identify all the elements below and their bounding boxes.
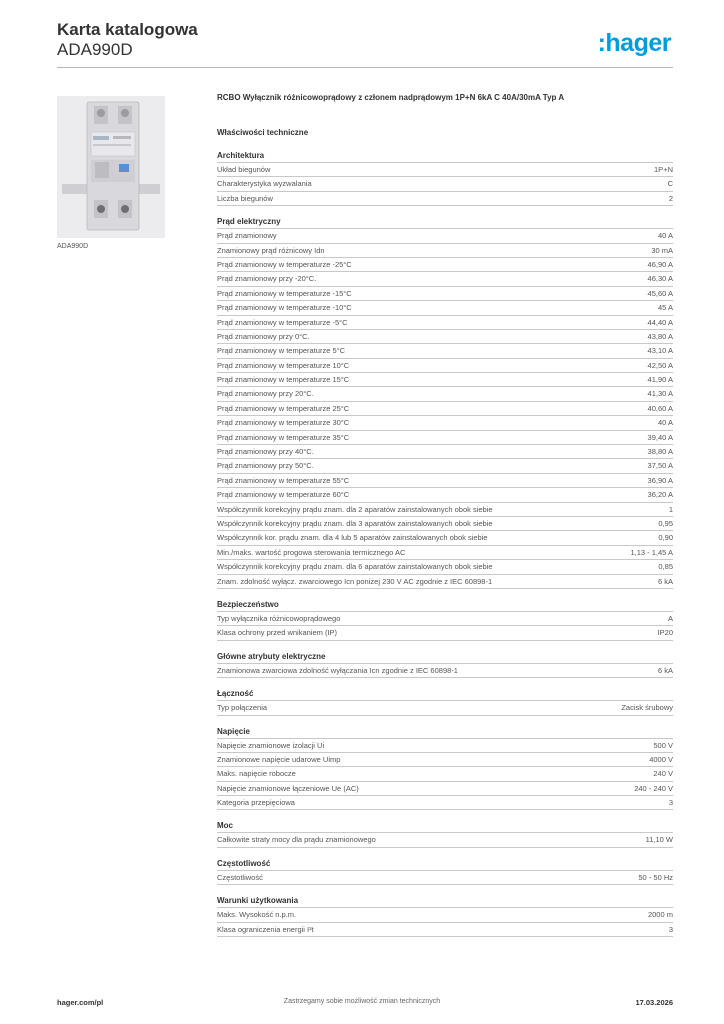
spec-value: 2 <box>668 193 673 203</box>
spec-row <box>217 531 673 545</box>
spec-row <box>217 229 673 243</box>
spec-value: 41,90 A <box>647 375 673 385</box>
spec-row <box>217 782 673 796</box>
spec-row <box>217 445 673 459</box>
spec-row <box>217 701 673 715</box>
spec-label: Prąd znamionowy <box>217 231 277 241</box>
section-title: Napięcie <box>217 726 673 739</box>
spec-row <box>217 373 673 387</box>
spec-row <box>217 503 673 517</box>
spec-label: Klasa ochrony przed wnikaniem (IP) <box>217 628 338 638</box>
spec-label: Kategoria przepięciowa <box>217 798 295 808</box>
spec-label: Znamionowe napięcie udarowe Uimp <box>217 754 341 764</box>
spec-row <box>217 272 673 286</box>
spec-section <box>217 688 673 715</box>
technical-properties-title: Właściwości techniczne <box>217 128 309 137</box>
spec-label: Maks. Wysokość n.p.m. <box>217 910 297 920</box>
spec-row <box>217 359 673 373</box>
page-header <box>57 20 673 60</box>
spec-row <box>217 796 673 810</box>
spec-label: Prąd znamionowy w temperaturze -15°C <box>217 288 352 298</box>
spec-row <box>217 753 673 767</box>
spec-section <box>217 651 673 678</box>
footer-disclaimer: Zastrzegamy sobie możliwość zmian technicznych <box>283 998 441 1005</box>
spec-label: Prąd znamionowy w temperaturze 10°C <box>217 360 350 370</box>
spec-label: Prąd znamionowy przy 50°C. <box>217 461 314 471</box>
spec-row <box>217 316 673 330</box>
spec-row <box>217 626 673 640</box>
spec-value: 3 <box>668 924 673 934</box>
spec-label: Prąd znamionowy w temperaturze 60°C <box>217 490 350 500</box>
spec-value: 30 mA <box>651 245 673 255</box>
spec-section <box>217 726 673 811</box>
spec-label: Prąd znamionowy przy 40°C. <box>217 447 314 457</box>
spec-row <box>217 833 673 847</box>
image-caption: ADA990D <box>57 243 89 250</box>
product-image <box>57 96 165 238</box>
spec-label: Prąd znamionowy w temperaturze -10°C <box>217 303 352 313</box>
spec-row <box>217 871 673 885</box>
spec-value: 36,90 A <box>647 475 673 485</box>
spec-label: Prąd znamionowy przy 20°C. <box>217 389 314 399</box>
header-divider <box>57 67 673 68</box>
spec-row <box>217 431 673 445</box>
spec-value: 43,80 A <box>647 331 673 341</box>
spec-value: 4000 V <box>649 754 673 764</box>
spec-value: 2000 m <box>647 910 673 920</box>
spec-value: A <box>667 613 673 623</box>
spec-label: Współczynnik korekcyjny prądu znam. dla 2 aparatów zainstalowanych obok siebie <box>217 504 493 514</box>
spec-value: 11,10 W <box>645 835 673 845</box>
section-title: Moc <box>217 820 673 833</box>
rcbo-device-illustration <box>57 96 165 238</box>
spec-value: 37,50 A <box>647 461 673 471</box>
spec-value: 38,80 A <box>647 447 673 457</box>
section-title: Główne atrybuty elektryczne <box>217 651 673 664</box>
spec-row <box>217 517 673 531</box>
spec-value: 46,30 A <box>647 274 673 284</box>
spec-label: Napięcie znamionowe izolacji Ui <box>217 740 325 750</box>
spec-label: Współczynnik korekcyjny prądu znam. dla 3 aparatów zainstalowanych obok siebie <box>217 518 493 528</box>
section-title: Bezpieczeństwo <box>217 599 673 612</box>
spec-row <box>217 767 673 781</box>
spec-row <box>217 923 673 937</box>
spec-label: Znam. zdolność wyłącz. zwarciowego Icn poniżej 230 V AC zgodnie z IEC 60898-1 <box>217 576 493 586</box>
spec-label: Znamionowy prąd różnicowy Idn <box>217 245 325 255</box>
spec-label: Prąd znamionowy w temperaturze -5°C <box>217 317 348 327</box>
spec-row <box>217 244 673 258</box>
spec-value: 42,50 A <box>647 360 673 370</box>
section-title: Warunki użytkowania <box>217 895 673 908</box>
footer-date: 17.03.2026 <box>635 998 673 1007</box>
spec-label: Prąd znamionowy w temperaturze 25°C <box>217 403 350 413</box>
logo-text: hager <box>605 29 671 57</box>
spec-row <box>217 163 673 177</box>
section-title: Łączność <box>217 688 673 701</box>
spec-row <box>217 739 673 753</box>
spec-row <box>217 908 673 922</box>
spec-value: Zacisk śrubowy <box>621 703 673 713</box>
spec-row <box>217 488 673 502</box>
spec-label: Min./maks. wartość progowa sterowania termicznego AC <box>217 547 406 557</box>
spec-label: Liczba biegunów <box>217 193 273 203</box>
spec-value: 41,30 A <box>647 389 673 399</box>
spec-label: Prąd znamionowy w temperaturze 15°C <box>217 375 350 385</box>
spec-value: 0,85 <box>658 562 673 572</box>
spec-row <box>217 416 673 430</box>
spec-label: Prąd znamionowy w temperaturze -25°C <box>217 259 352 269</box>
document-title: Karta katalogowa <box>57 20 198 39</box>
spec-value: 500 V <box>653 740 673 750</box>
spec-row <box>217 301 673 315</box>
spec-value: 3 <box>668 798 673 808</box>
spec-value: 6 kA <box>657 576 673 586</box>
spec-label: Układ biegunów <box>217 165 271 174</box>
spec-row <box>217 575 673 589</box>
spec-row <box>217 459 673 473</box>
spec-value: 1P+N <box>654 165 673 174</box>
spec-section <box>217 599 673 641</box>
spec-label: Prąd znamionowy w temperaturze 55°C <box>217 475 350 485</box>
spec-value: 44,40 A <box>647 317 673 327</box>
spec-row <box>217 474 673 488</box>
spec-row <box>217 560 673 574</box>
spec-row <box>217 546 673 560</box>
product-description: RCBO Wyłącznik różnicowoprądowy z członem nadprądowym 1P+N 6kA C 40A/30mA Typ A <box>217 93 565 102</box>
spec-value: 40,60 A <box>647 403 673 413</box>
spec-value: 0,90 <box>658 533 673 543</box>
spec-label: Prąd znamionowy w temperaturze 35°C <box>217 432 350 442</box>
spec-row <box>217 192 673 206</box>
spec-row <box>217 402 673 416</box>
spec-label: Prąd znamionowy przy -20°C. <box>217 274 317 284</box>
spec-value: IP20 <box>657 628 673 638</box>
spec-label: Prąd znamionowy przy 0°C. <box>217 331 310 341</box>
spec-value: 240 - 240 V <box>634 783 673 793</box>
spec-section <box>217 820 673 847</box>
spec-label: Współczynnik kor. prądu znam. dla 4 lub 5 aparatów zainstalowanych obok siebie <box>217 533 488 543</box>
spec-label: Współczynnik korekcyjny prądu znam. dla 6 aparatów zainstalowanych obok siebie <box>217 562 493 572</box>
spec-section <box>217 216 673 589</box>
spec-section <box>217 858 673 885</box>
spec-label: Klasa ograniczenia energii I²t <box>217 924 314 934</box>
spec-row <box>217 612 673 626</box>
product-specs <box>217 93 673 937</box>
spec-label: Napięcie znamionowe łączeniowe Ue (AC) <box>217 783 359 793</box>
product-code: ADA990D <box>57 40 133 59</box>
spec-value: 40 A <box>657 418 673 428</box>
spec-value: 240 V <box>653 769 673 779</box>
spec-value: 45,60 A <box>647 288 673 298</box>
section-title: Częstotliwość <box>217 858 673 871</box>
section-title: Architektura <box>217 150 673 163</box>
spec-value: 1,13 - 1,45 A <box>630 547 673 557</box>
spec-value: 6 kA <box>657 665 673 675</box>
section-title: Prąd elektryczny <box>217 216 673 229</box>
spec-value: C <box>667 179 673 189</box>
spec-sections <box>217 150 673 937</box>
spec-value: 40 A <box>657 231 673 241</box>
spec-row <box>217 330 673 344</box>
spec-label: Częstotliwość <box>217 872 263 882</box>
spec-value: 43,10 A <box>647 346 673 356</box>
spec-row <box>217 287 673 301</box>
spec-label: Maks. napięcie robocze <box>217 769 296 779</box>
footer-website: hager.com/pl <box>57 998 104 1007</box>
spec-value: 1 <box>668 504 673 514</box>
spec-row <box>217 177 673 191</box>
spec-label: Charakterystyka wyzwalania <box>217 179 312 189</box>
spec-section <box>217 150 673 206</box>
spec-row <box>217 664 673 678</box>
spec-row <box>217 387 673 401</box>
spec-row <box>217 344 673 358</box>
spec-value: 50 - 50 Hz <box>638 872 673 882</box>
spec-label: Znamionowa zwarciowa zdolność wyłączania Icn zgodnie z IEC 60898-1 <box>217 665 458 675</box>
spec-value: 36,20 A <box>647 490 673 500</box>
spec-value: 45 A <box>657 303 673 313</box>
spec-row <box>217 258 673 272</box>
spec-value: 46,90 A <box>647 259 673 269</box>
spec-label: Całkowite straty mocy dla prądu znamionowego <box>217 835 376 845</box>
spec-label: Prąd znamionowy w temperaturze 5°C <box>217 346 346 356</box>
spec-section <box>217 895 673 937</box>
spec-label: Typ wyłącznika różnicowoprądowego <box>217 613 341 623</box>
spec-label: Prąd znamionowy w temperaturze 30°C <box>217 418 350 428</box>
hager-logo: :hager <box>597 29 671 57</box>
spec-label: Typ połączenia <box>217 703 268 713</box>
spec-value: 0,95 <box>658 518 673 528</box>
spec-value: 39,40 A <box>647 432 673 442</box>
